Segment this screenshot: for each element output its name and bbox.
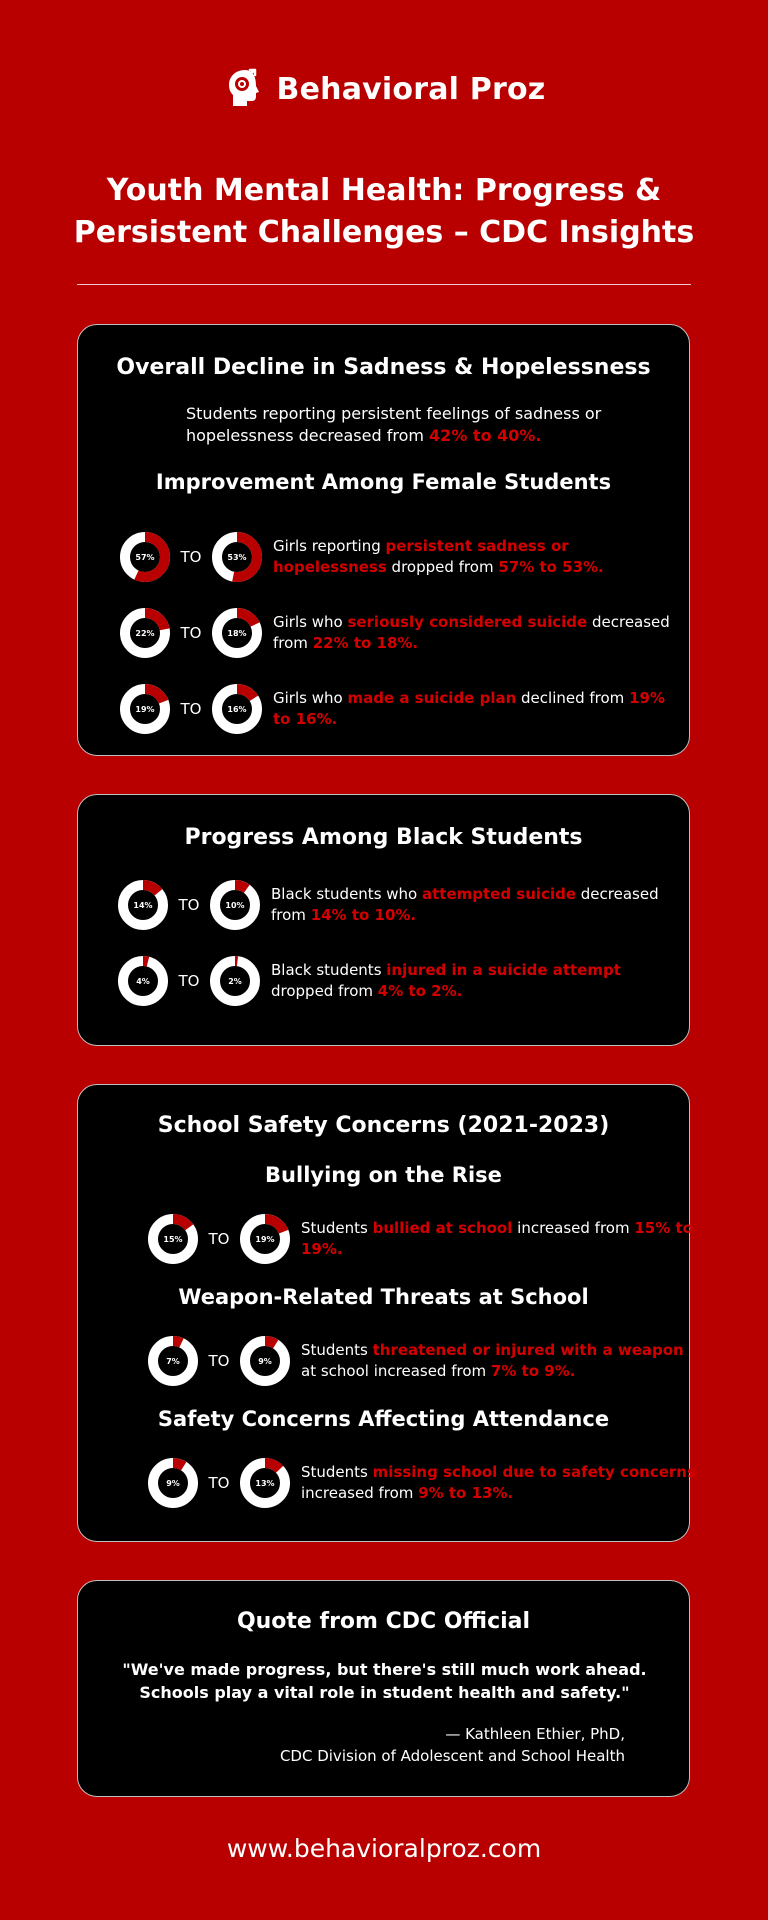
desc-highlight: bullied at school: [372, 1219, 513, 1237]
desc-highlight: missing school due to safety concerns: [372, 1463, 696, 1481]
stat-description: [301, 1462, 701, 1504]
connector-text: TO: [208, 1474, 230, 1492]
donut-chart: [147, 1457, 199, 1509]
connector-text: TO: [180, 700, 202, 718]
card-school-safety: [77, 1084, 696, 1542]
donut-label: 9%: [258, 1357, 272, 1366]
connector-text: TO: [178, 896, 200, 914]
desc-highlight: 7% to 9%.: [490, 1362, 576, 1380]
group-subtitle-bullying: Bullying on the Rise: [265, 1163, 502, 1187]
desc-highlight: made a suicide plan: [347, 689, 517, 707]
desc-text: Girls who: [273, 613, 348, 631]
donut-label: 10%: [225, 901, 245, 910]
stat-row: [147, 1213, 701, 1265]
section-title: Overall Decline in Sadness & Hopelessness: [116, 355, 651, 380]
stat-description: [301, 1340, 701, 1382]
group-subtitle-attendance: Safety Concerns Affecting Attendance: [157, 1407, 610, 1431]
desc-highlight: persistent sadness or hopelessness: [273, 537, 569, 576]
donut-label: 9%: [166, 1479, 180, 1488]
donut-label: 15%: [163, 1235, 183, 1244]
stat-description: [271, 960, 671, 1002]
desc-highlight: 9% to 13%.: [418, 1484, 514, 1502]
page-title: Youth Mental Health: Progress & Persistent Challenges – CDC Insights: [73, 173, 695, 250]
donut-chart: [147, 1213, 199, 1265]
stat-row: [117, 879, 671, 931]
desc-text: decreased from: [271, 885, 659, 924]
donut-label: 19%: [135, 705, 155, 714]
desc-text: dropped from: [386, 558, 499, 576]
desc-text: at school increased from: [301, 1362, 491, 1380]
desc-text: Black students who: [271, 885, 422, 903]
desc-text: Students: [301, 1341, 373, 1359]
intro-text-before: Students reporting persistent feelings of sadness or hopelessness decreased from: [186, 404, 602, 445]
connector-text: TO: [208, 1352, 230, 1370]
stat-description: [271, 884, 671, 926]
desc-highlight: seriously considered suicide: [347, 613, 588, 631]
donut-label: 19%: [255, 1235, 275, 1244]
donut-chart: [117, 955, 169, 1007]
stat-description: [273, 536, 673, 578]
desc-text: dropped from: [271, 982, 378, 1000]
donut-chart: [119, 607, 171, 659]
card-quote: [77, 1580, 690, 1797]
donut-label: 4%: [136, 977, 150, 986]
attribution-org: CDC Division of Adolescent and School Health: [279, 1747, 625, 1765]
stat-description: [301, 1218, 701, 1260]
quote-attribution: [280, 1723, 625, 1767]
card-black-students: [77, 794, 690, 1046]
stat-row: [119, 683, 673, 735]
desc-text: Girls reporting: [273, 537, 386, 555]
desc-text: decreased from: [273, 613, 670, 652]
donut-label: 2%: [228, 977, 242, 986]
desc-highlight: 22% to 18%.: [312, 634, 419, 652]
title-divider: [77, 284, 691, 285]
donut-chart: [211, 607, 263, 659]
donut-label: 13%: [255, 1479, 275, 1488]
desc-highlight: attempted suicide: [422, 885, 576, 903]
connector-text: TO: [208, 1230, 230, 1248]
desc-text: Black students: [271, 961, 387, 979]
donut-chart: [147, 1335, 199, 1387]
attribution-name: — Kathleen Ethier, PhD,: [445, 1725, 625, 1743]
donut-label: 18%: [227, 629, 247, 638]
stat-description: [273, 688, 673, 730]
desc-text: Girls who: [273, 689, 348, 707]
quote-text: "We've made progress, but there's still much work ahead. Schools play a vital role in student health and safety.": [122, 1660, 647, 1702]
donut-chart: [209, 955, 261, 1007]
donut-chart: [239, 1457, 291, 1509]
donut-label: 22%: [135, 629, 155, 638]
connector-text: TO: [180, 624, 202, 642]
section-subtitle: Improvement Among Female Students: [155, 470, 612, 494]
donut-chart: [209, 879, 261, 931]
stat-row: [117, 955, 671, 1007]
desc-highlight: 14% to 10%.: [310, 906, 417, 924]
donut-chart: [117, 879, 169, 931]
desc-highlight: 19% to 16%.: [273, 689, 665, 728]
donut-chart: [211, 531, 263, 583]
desc-highlight: 57% to 53%.: [498, 558, 604, 576]
group-subtitle-weapons: Weapon-Related Threats at School: [178, 1285, 589, 1309]
stat-row: [119, 531, 673, 583]
stat-description: [273, 612, 673, 654]
intro-text: [186, 403, 606, 447]
desc-text: increased from: [301, 1484, 419, 1502]
donut-chart: [211, 683, 263, 735]
desc-highlight: 4% to 2%.: [377, 982, 463, 1000]
desc-text: Students: [301, 1463, 373, 1481]
website-url[interactable]: www.behavioralproz.com: [226, 1834, 542, 1863]
brand-name: Behavioral Proz: [276, 71, 546, 107]
card-sadness: [77, 324, 690, 756]
stat-row: [147, 1457, 701, 1509]
section-title: Quote from CDC Official: [236, 1609, 531, 1634]
donut-chart: [239, 1335, 291, 1387]
donut-label: 53%: [227, 553, 247, 562]
stat-row: [147, 1335, 701, 1387]
intro-highlight: 42% to 40%.: [429, 426, 542, 445]
desc-highlight: 15% to 19%.: [301, 1219, 693, 1258]
desc-highlight: injured in a suicide attempt: [386, 961, 621, 979]
head-gear-icon: [223, 66, 269, 112]
section-title: Progress Among Black Students: [184, 825, 583, 850]
desc-text: increased from: [512, 1219, 635, 1237]
donut-chart: [119, 683, 171, 735]
donut-label: 14%: [133, 901, 153, 910]
donut-label: 16%: [227, 705, 247, 714]
connector-text: TO: [178, 972, 200, 990]
donut-label: 7%: [166, 1357, 180, 1366]
donut-chart: [119, 531, 171, 583]
connector-text: TO: [180, 548, 202, 566]
desc-highlight: threatened or injured with a weapon: [372, 1341, 684, 1359]
brand-logo: [0, 66, 768, 112]
donut-label: 57%: [135, 553, 155, 562]
donut-chart: [239, 1213, 291, 1265]
section-title: School Safety Concerns (2021-2023): [157, 1113, 610, 1138]
desc-text: Students: [301, 1219, 373, 1237]
desc-text: declined from: [516, 689, 630, 707]
stat-row: [119, 607, 673, 659]
